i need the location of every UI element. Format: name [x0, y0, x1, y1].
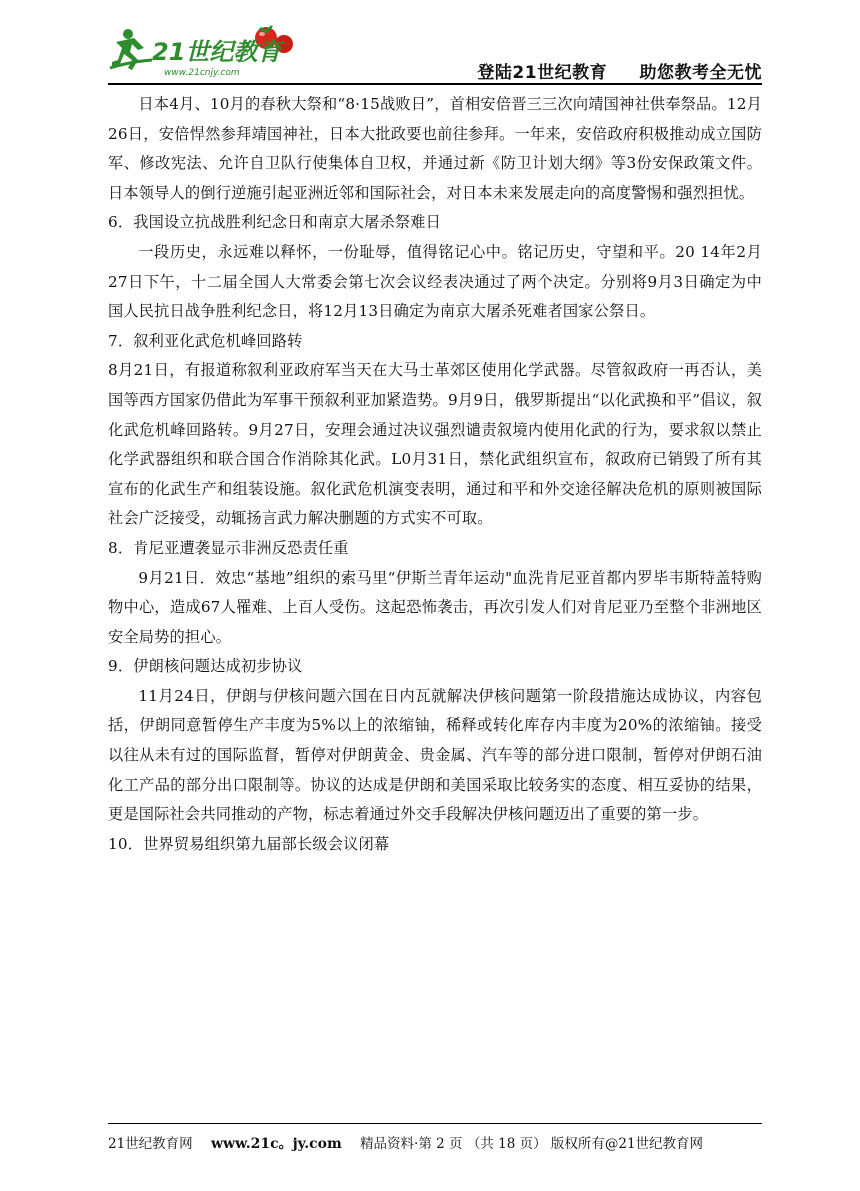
page-footer: [108, 1132, 768, 1153]
paragraph: 日本4月、10月的春秋大祭和“8·15战败日”，首相安倍晋三三次向靖国神社供奉祭品。12月26日，安倍悍然参拜靖国神社，日本大批政要也前往参拜。一年来，安倍政府积极推动成立国防军、修改宪法、允许自卫队行使集体自卫权，并通过新《防卫计划大纲》等3份安保政策文件。日本领导人的倒行逆施引起亚洲近邻和国际社会，对日本未来发展走向的高度警惕和强烈担忧。: [108, 95, 762, 202]
site-logo: [108, 20, 308, 82]
section-heading: 6．我国设立抗战胜利纪念日和南京大屠杀祭难日: [108, 213, 442, 232]
section-heading: 9．伊朗核问题达成初步协议: [108, 657, 303, 676]
paragraph: 一段历史，永远难以释怀，一份耻辱，值得铭记心中。铭记历史，守望和平。20 14年2月27日下午，十二届全国人大常委会第七次会议经表决通过了两个决定。分别将9月3日确定为中国人民抗日战争胜利纪念日，将12月13日确定为南京大屠杀死难者国家公祭日。: [108, 242, 762, 321]
page-header: [108, 14, 762, 84]
svg-text:21世纪教育: 21世纪教育: [152, 38, 282, 66]
section-heading: 8．肯尼亚遭袭显示非洲反恐责任重: [108, 538, 349, 557]
running-figure-icon: [110, 29, 152, 70]
header-slogan: [477, 58, 762, 83]
footer-site-name: 21世纪教育网: [108, 1136, 193, 1152]
slogan-left: 登陆21世纪教育: [477, 63, 608, 83]
paragraph: 9月21日．效忠“基地”组织的索马里“伊斯兰青年运动"血洗肯尼亚首都内罗毕韦斯特盖特购物中心，造成67人罹难、上百人受伤。这起恐怖袭击，再次引发人们对肯尼亚乃至整个非洲地区安全局势的担心。: [108, 568, 762, 646]
footer-divider: [108, 1123, 762, 1124]
paragraph: 11月24日，伊朗与伊核问题六国在日内瓦就解决伊核问题第一阶段措施达成协议，内容包括，伊朗同意暂停生产丰度为5%以上的浓缩铀，稀释或转化库存内丰度为20%的浓缩铀。接受以往从未有过的国际监督，暂停对伊朗黄金、贵金属、汽车等的部分进口限制，暂停对伊朗石油化工产品的部分出口限制等。协议的达成是伊朗和美国采取比较务实的态度、相互妥协的结果，更是国际社会共同推动的产物，标志着通过外交手段解决伊核问题迈出了重要的第一步。: [108, 686, 762, 824]
section-heading: 7．叙利亚化武危机峰回路转: [108, 331, 303, 350]
footer-page-info: 精品资料·第 2 页 （共 18 页） 版权所有@21世纪教育网: [360, 1136, 704, 1152]
slogan-right: 助您教考全无忧: [639, 63, 762, 83]
header-divider: [108, 83, 762, 85]
svg-text:www.21cnjy.com: www.21cnjy.com: [164, 68, 240, 78]
footer-url: www.21c。jy.com: [210, 1136, 342, 1152]
section-heading: 10．世界贸易组织第九届部长级会议闭幕: [108, 834, 390, 853]
paragraph: 8月21日，有报道称叙利亚政府军当天在大马士革郊区使用化学武器。尽管叙政府一再否认，美国等西方国家仍借此为军事干预叙利亚加紧造势。9月9日，俄罗斯提出“以化武换和平”倡议，叙化武危机峰回路转。9月27日，安理会通过决议强烈谴责叙境内使用化武的行为，要求叙以禁止化学武器组织和联合国合作消除其化武。L0月31日，禁化武组织宣布，叙政府已销毁了所有其宣布的化武生产和组装设施。叙化武危机演变表明，通过和平和外交途径解决危机的原则被国际社会广泛接受，动辄扬言武力解决删题的方式实不可取。: [108, 361, 762, 528]
document-body: [108, 90, 762, 859]
